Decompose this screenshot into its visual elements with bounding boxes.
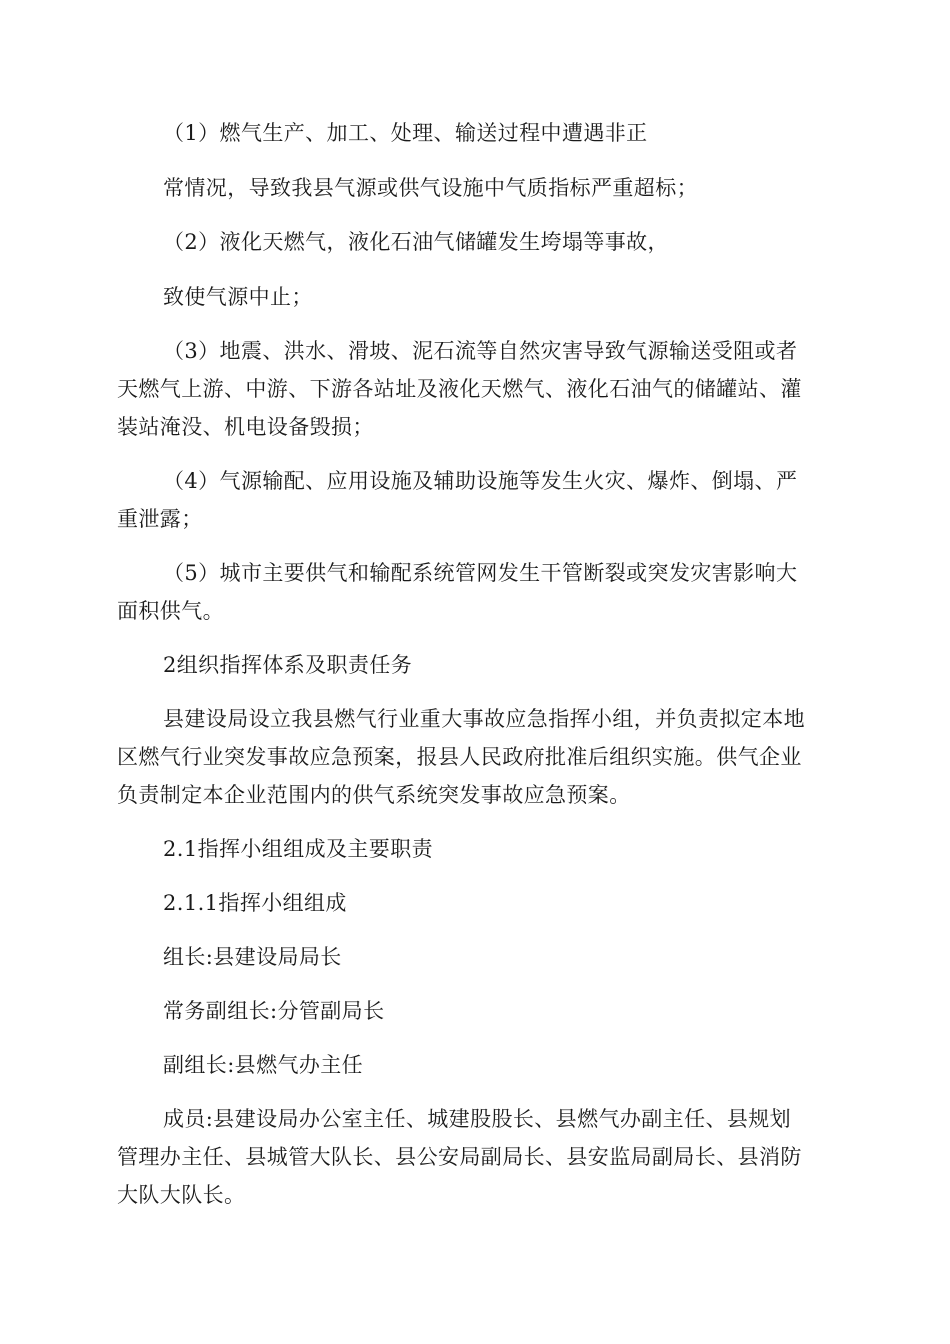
subsection-heading: 2.1.1指挥小组组成 [163,891,347,915]
text-line: 常务副组长:分管副局长 [163,999,385,1023]
text-line: 天燃气上游、中游、下游各站址及液化天燃气、液化石油气的储罐站、灌 [117,377,802,401]
text-line: （2）液化天燃气，液化石油气储罐发生垮塌等事故， [163,230,669,254]
text-line: 致使气源中止； [163,285,313,309]
text-line: 大队大队长。 [117,1183,246,1207]
text-line: 副组长:县燃气办主任 [163,1053,364,1077]
text-line: 组长:县建设局局长 [163,945,342,969]
text-line: 面积供气。 [117,599,224,623]
text-line: （4）气源输配、应用设施及辅助设施等发生火灾、爆炸、倒塌、严 [163,469,798,493]
text-line: （1）燃气生产、加工、处理、输送过程中遭遇非正 [163,121,648,145]
text-line: 负责制定本企业范围内的供气系统突发事故应急预案。 [117,783,631,807]
section-heading: 2组织指挥体系及职责任务 [163,653,413,677]
text-line: （3）地震、洪水、滑坡、泥石流等自然灾害导致气源输送受阻或者 [163,339,798,363]
text-line: 县建设局设立我县燃气行业重大事故应急指挥小组，并负责拟定本地 [163,707,805,731]
text-line: 重泄露； [117,507,203,531]
text-line: 装站淹没、机电设备毁损； [117,415,374,439]
text-line: 成员:县建设局办公室主任、城建股股长、县燃气办副主任、县规划 [163,1107,792,1131]
text-line: 区燃气行业突发事故应急预案，报县人民政府批准后组织实施。供气企业 [117,745,802,769]
text-line: 管理办主任、县城管大队长、县公安局副局长、县安监局副局长、县消防 [117,1145,802,1169]
text-line: （5）城市主要供气和输配系统管网发生干管断裂或突发灾害影响大 [163,561,798,585]
text-line: 常情况，导致我县气源或供气设施中气质指标严重超标； [163,176,698,200]
subsection-heading: 2.1指挥小组组成及主要职责 [163,837,433,861]
